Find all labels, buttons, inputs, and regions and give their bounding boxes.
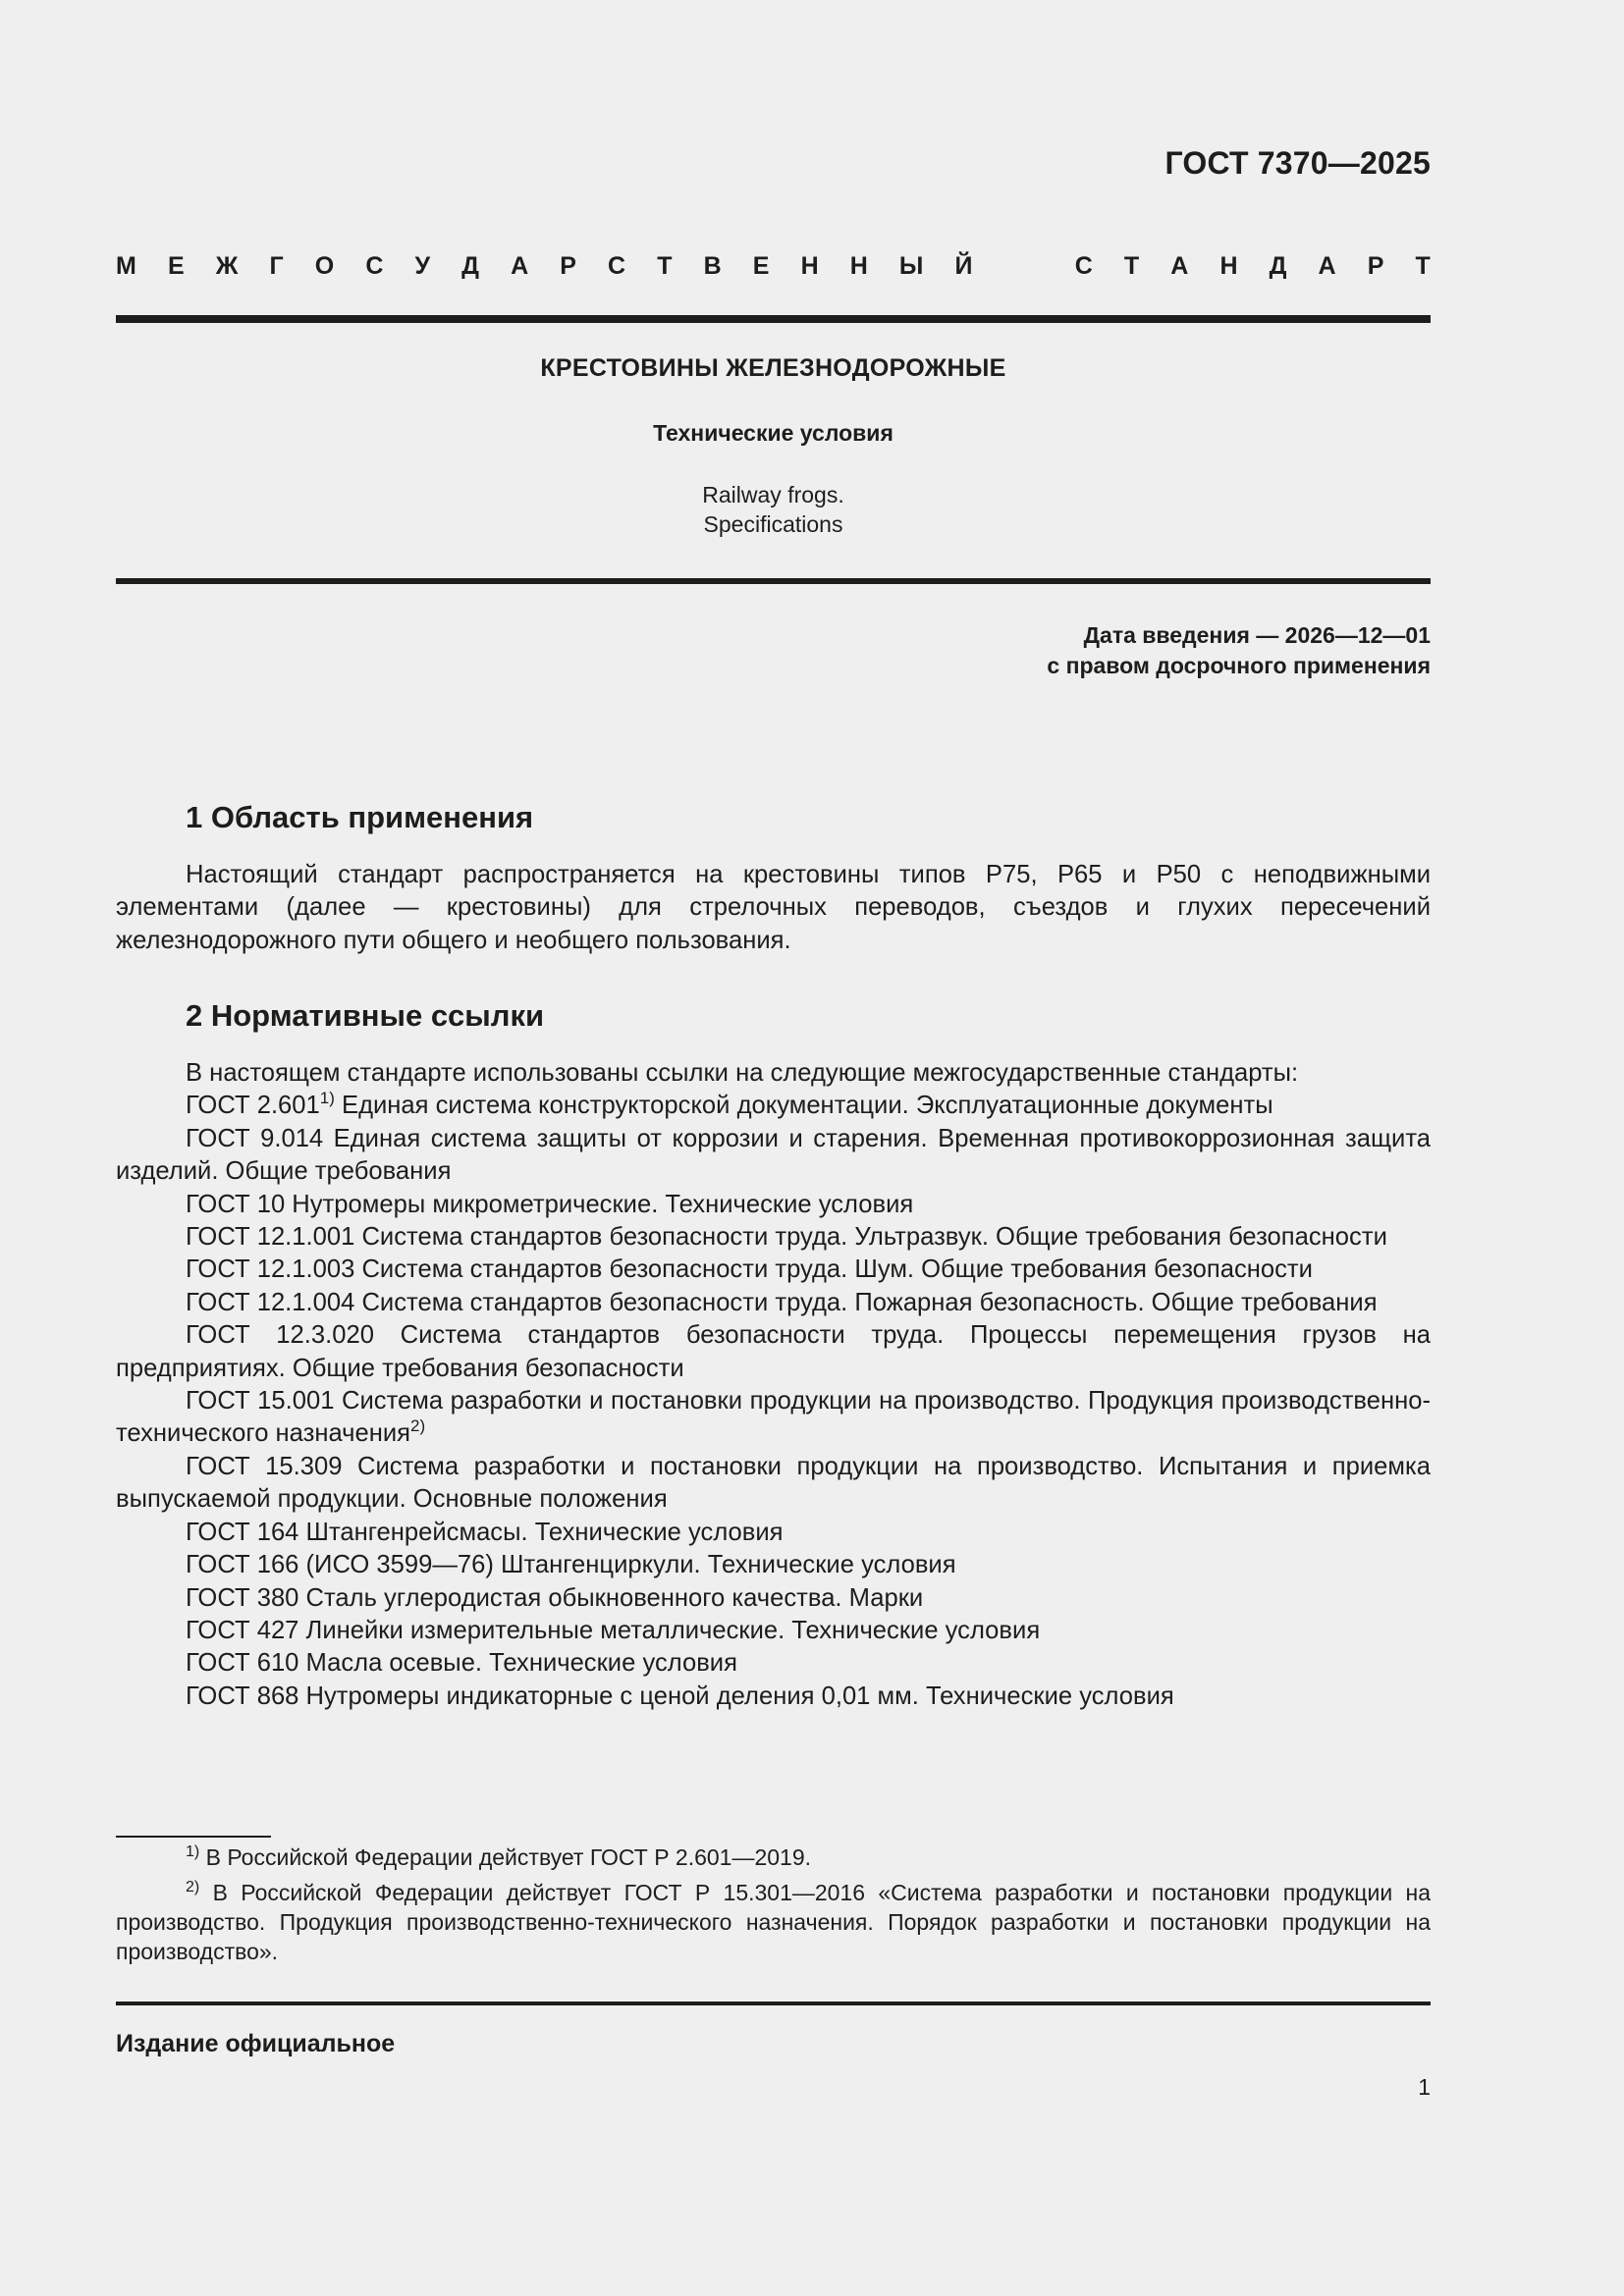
reference-item <box>116 1189 1431 1221</box>
heading-letter: Р <box>1367 252 1384 280</box>
section-1-body <box>116 859 1431 957</box>
heading-letter: С <box>1074 252 1093 280</box>
heading-letter: Т <box>1123 252 1140 280</box>
heading-letter: А <box>511 252 529 280</box>
heading-letter: Ж <box>215 252 239 280</box>
reference-item <box>116 1254 1431 1286</box>
heading-letter: Д <box>461 252 479 280</box>
reference-item <box>116 1221 1431 1254</box>
reference-item <box>116 1549 1431 1581</box>
title-rule <box>116 578 1431 584</box>
english-title-line1: Railway frogs. <box>702 482 844 507</box>
heading-letter: Г <box>269 252 284 280</box>
heading-letter: Н <box>849 252 868 280</box>
heading-letter: Т <box>1415 252 1431 280</box>
heading-letter: Н <box>1219 252 1238 280</box>
heading-letter: Е <box>167 252 185 280</box>
footnote-item <box>116 1842 1431 1872</box>
reference-text: ГОСТ 12.1.001 Система стандартов безопасности труда. Ультразвук. Общие требования безопасности <box>186 1223 1387 1252</box>
reference-item <box>116 1582 1431 1615</box>
reference-item <box>116 1385 1431 1451</box>
reference-text: ГОСТ 868 Нутромеры индикаторные с ценой деления 0,01 мм. Технические условия <box>186 1682 1174 1710</box>
heading-letter: Ы <box>898 252 924 280</box>
reference-text: ГОСТ 9.014 Единая система защиты от коррозии и старения. Временная противокоррозионная защита изделий. Общие требования <box>116 1124 1431 1186</box>
document-title: КРЕСТОВИНЫ ЖЕЛЕЗНОДОРОЖНЫЕ <box>540 354 1006 382</box>
scope-paragraph: Настоящий стандарт распространяется на крестовины типов Р75, Р65 и Р50 с неподвижными элементами (далее — крестовины) для стрелочных переводов, съездов и глухих пересечений железнодорожного пути общего и необщего пользования. <box>116 861 1431 954</box>
normative-references <box>116 1057 1431 1713</box>
heading-letter: Й <box>954 252 973 280</box>
reference-text: ГОСТ 12.1.003 Система стандартов безопасности труда. Шум. Общие требования безопасности <box>186 1255 1313 1284</box>
footnote-text: В Российской Федерации действует ГОСТ Р 2.601—2019. <box>199 1844 812 1870</box>
footer-rule <box>116 2002 1431 2005</box>
interstate-standard-heading <box>116 252 1431 281</box>
reference-text: ГОСТ 12.1.004 Система стандартов безопасности труда. Пожарная безопасность. Общие требования <box>186 1288 1378 1316</box>
english-title <box>116 480 1431 539</box>
references-list <box>116 1090 1431 1713</box>
page-number: 1 <box>1418 2074 1431 2100</box>
heading-letter: А <box>1170 252 1189 280</box>
reference-text: ГОСТ 166 (ИСО 3599—76) Штангенциркули. Технические условия <box>186 1551 956 1579</box>
reference-text: ГОСТ 12.3.020 Система стандартов безопасности труда. Процессы перемещения грузов на предприятиях. Общие требования безопасности <box>116 1321 1431 1382</box>
heading-letter: Д <box>1269 252 1287 280</box>
english-title-line2: Specifications <box>703 511 843 537</box>
footnote-marker: 1) <box>319 1089 335 1108</box>
footnote-marker: 2) <box>410 1416 426 1436</box>
reference-item <box>116 1647 1431 1680</box>
gost-number: ГОСТ 7370—2025 <box>1164 145 1431 181</box>
reference-item <box>116 1123 1431 1189</box>
footnote-mark: 1) <box>186 1843 200 1860</box>
heading-letter: С <box>365 252 384 280</box>
document-subtitle: Технические условия <box>653 420 893 446</box>
reference-text: ГОСТ 164 Штангенрейсмасы. Технические условия <box>186 1518 784 1546</box>
footnote-separator <box>116 1836 271 1838</box>
references-intro: В настоящем стандарте использованы ссылки на следующие межгосударственные стандарты: <box>186 1059 1299 1087</box>
heading-letter: У <box>414 252 431 280</box>
heading-letter: М <box>116 252 136 280</box>
reference-item <box>116 1517 1431 1549</box>
word-gap <box>1004 252 1044 281</box>
reference-text: ГОСТ 427 Линейки измерительные металлические. Технические условия <box>186 1616 1041 1644</box>
footnote-item <box>116 1878 1431 1966</box>
reference-item <box>116 1287 1431 1319</box>
top-rule <box>116 315 1431 323</box>
reference-text: ГОСТ 610 Масла осевые. Технические условия <box>186 1649 737 1678</box>
reference-text: ГОСТ 15.001 Система разработки и постановки продукции на производство. Продукция производственно-технического назначения <box>116 1387 1431 1448</box>
section-2-heading: 2 Нормативные ссылки <box>186 998 545 1033</box>
reference-item <box>116 1451 1431 1517</box>
section-1-heading: 1 Область применения <box>186 800 534 834</box>
official-edition-label: Издание официальное <box>116 2030 396 2057</box>
introduction-date-line2: с правом досрочного применения <box>1047 653 1431 678</box>
footnotes <box>116 1842 1431 1972</box>
introduction-date-line1: Дата введения — 2026—12—01 <box>1083 622 1431 648</box>
heading-letter: Е <box>752 252 770 280</box>
reference-item <box>116 1615 1431 1647</box>
heading-letter: А <box>1318 252 1336 280</box>
reference-text: ГОСТ 380 Сталь углеродистая обыкновенного качества. Марки <box>186 1583 924 1612</box>
heading-letter: В <box>703 252 722 280</box>
heading-letter: О <box>314 252 335 280</box>
reference-item <box>116 1319 1431 1385</box>
reference-text-continued: Единая система конструкторской документации. Эксплуатационные документы <box>334 1092 1273 1120</box>
footnote-text: В Российской Федерации действует ГОСТ Р 15.301—2016 «Система разработки и постановки продукции на производство. Продукция производственно-технического назначения. Порядок разработки и постановки продукции на производство». <box>116 1880 1431 1964</box>
reference-item <box>116 1090 1431 1122</box>
heading-letter: С <box>608 252 626 280</box>
heading-letter: Р <box>560 252 576 280</box>
reference-text: ГОСТ 10 Нутромеры микрометрические. Технические условия <box>186 1190 914 1218</box>
reference-item <box>116 1681 1431 1713</box>
heading-letter: Н <box>800 252 819 280</box>
reference-text: ГОСТ 2.601 <box>186 1092 320 1120</box>
introduction-date <box>1047 620 1431 681</box>
reference-text: ГОСТ 15.309 Система разработки и постановки продукции на производство. Испытания и приемка выпускаемой продукции. Основные положения <box>116 1452 1431 1514</box>
footnote-mark: 2) <box>186 1879 200 1896</box>
heading-letter: Т <box>657 252 673 280</box>
